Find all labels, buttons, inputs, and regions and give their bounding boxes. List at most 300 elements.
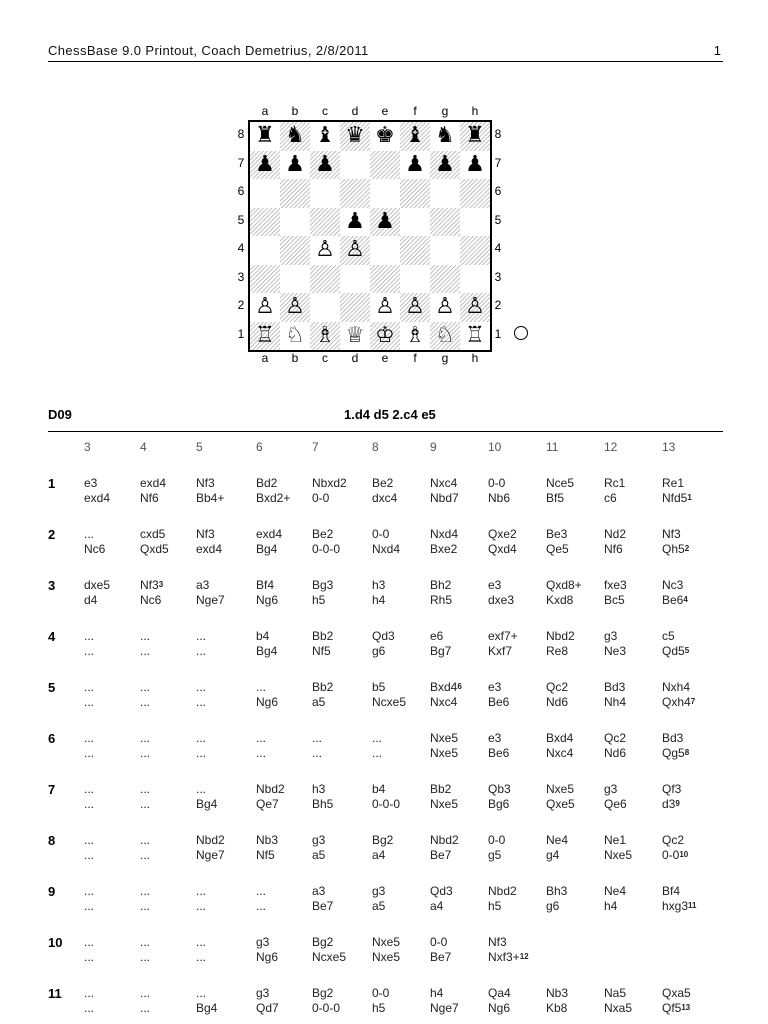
square-g5 bbox=[430, 208, 460, 237]
black-move: ... bbox=[84, 797, 95, 811]
square-e8 bbox=[370, 122, 400, 151]
black-move: 0-0 bbox=[312, 491, 330, 505]
move-pair bbox=[140, 782, 150, 812]
black-move: Nxc4 bbox=[430, 695, 458, 709]
move-pair bbox=[84, 578, 110, 608]
file-label-d: d bbox=[351, 351, 359, 365]
white-move: e3 bbox=[488, 680, 502, 694]
white-move: Ne1 bbox=[604, 833, 627, 847]
black-move: Be6 bbox=[488, 746, 510, 760]
black-move: exd4 bbox=[196, 542, 223, 556]
black-pawn-icon: ♟ bbox=[465, 151, 485, 177]
square-b4 bbox=[280, 236, 310, 265]
footnote-marker: 13 bbox=[681, 1003, 691, 1012]
file-labels-top bbox=[250, 104, 490, 118]
row-number: 3 bbox=[48, 578, 56, 593]
black-move: Qe5 bbox=[546, 542, 569, 556]
black-move: ... bbox=[256, 746, 267, 760]
white-move: Be3 bbox=[546, 527, 568, 541]
white-move: Qc2 bbox=[662, 833, 685, 847]
move-pair bbox=[662, 527, 689, 557]
black-move: Qd7 bbox=[256, 1001, 279, 1015]
move-pair bbox=[84, 629, 94, 659]
square-a3 bbox=[250, 265, 280, 294]
move-pair bbox=[372, 833, 393, 863]
black-move: g5 bbox=[488, 848, 502, 862]
black-move: Bb4+ bbox=[196, 491, 225, 505]
square-e1 bbox=[370, 322, 400, 351]
black-move: ... bbox=[84, 695, 95, 709]
white-move: ... bbox=[140, 782, 151, 796]
black-move: Qe6 bbox=[604, 797, 627, 811]
move-pair bbox=[372, 578, 385, 608]
white-move: Nxe5 bbox=[546, 782, 575, 796]
black-move: ... bbox=[372, 746, 383, 760]
move-pair bbox=[312, 833, 325, 863]
white-move: Be2 bbox=[372, 476, 394, 490]
move-pair bbox=[140, 884, 150, 914]
square-a1 bbox=[250, 322, 280, 351]
square-c4 bbox=[310, 236, 340, 265]
column-header-move-13: 13 bbox=[662, 440, 676, 454]
move-pair bbox=[256, 833, 278, 863]
white-move: Rc1 bbox=[604, 476, 626, 490]
black-pawn-icon: ♟ bbox=[375, 208, 395, 234]
rank-label-4: 4 bbox=[237, 241, 245, 255]
move-pair bbox=[662, 629, 689, 659]
move-pair bbox=[84, 986, 94, 1016]
file-label-c: c bbox=[322, 104, 328, 118]
white-move: Bb2 bbox=[312, 680, 334, 694]
move-pair bbox=[546, 578, 582, 608]
footnote-marker: 12 bbox=[519, 952, 529, 961]
white-pawn-icon: ♙ bbox=[255, 294, 275, 320]
rank-label-3: 3 bbox=[237, 269, 245, 284]
move-pair bbox=[546, 986, 568, 1016]
column-header-move-12: 12 bbox=[604, 440, 618, 454]
black-move: d4 bbox=[84, 593, 98, 607]
column-header-move-11: 11 bbox=[546, 440, 559, 454]
black-move: Nxd4 bbox=[372, 542, 401, 556]
white-rook-icon: ♖ bbox=[255, 322, 275, 348]
white-knight-icon: ♘ bbox=[435, 322, 455, 348]
black-move: 0-0-0 bbox=[312, 542, 341, 556]
white-move: Bg2 bbox=[312, 986, 334, 1000]
white-move: c5 bbox=[662, 629, 675, 643]
white-pawn-icon: ♙ bbox=[345, 237, 365, 263]
white-move: ... bbox=[84, 680, 95, 694]
move-pair bbox=[604, 578, 627, 608]
rank-label-5: 5 bbox=[494, 212, 502, 227]
rank-label-2: 2 bbox=[494, 298, 502, 312]
move-pair bbox=[430, 629, 451, 659]
move-pair bbox=[312, 731, 322, 761]
square-f6 bbox=[400, 179, 430, 208]
move-pair bbox=[430, 578, 452, 608]
move-pair bbox=[312, 680, 333, 710]
black-move: Bg4 bbox=[196, 797, 218, 811]
move-pair bbox=[196, 935, 206, 965]
column-header-move-4: 4 bbox=[140, 440, 147, 454]
black-move: Nxc4 bbox=[546, 746, 574, 760]
column-header-move-3: 3 bbox=[84, 440, 91, 454]
black-move: ... bbox=[140, 899, 151, 913]
page-header bbox=[48, 43, 723, 62]
white-move: Nf3 bbox=[488, 935, 507, 949]
white-move: dxe5 bbox=[84, 578, 111, 592]
move-pair bbox=[430, 935, 451, 965]
move-pair bbox=[140, 629, 150, 659]
black-move: $Qd5^5$ bbox=[662, 644, 690, 658]
square-d5 bbox=[340, 208, 370, 237]
black-bishop-icon: ♝ bbox=[405, 123, 425, 149]
white-move: Bf4 bbox=[662, 884, 681, 898]
black-queen-icon: ♛ bbox=[345, 123, 365, 149]
black-move: Bh5 bbox=[312, 797, 334, 811]
white-move: Nf3 bbox=[196, 476, 215, 490]
move-pair bbox=[604, 986, 632, 1016]
white-move: b4 bbox=[372, 782, 386, 796]
white-pawn-icon: ♙ bbox=[465, 294, 485, 320]
move-pair bbox=[196, 731, 206, 761]
black-move: Kxd8 bbox=[546, 593, 574, 607]
move-pair bbox=[312, 629, 333, 659]
move-pair bbox=[256, 629, 277, 659]
black-move: Bxe2 bbox=[430, 542, 458, 556]
square-e7 bbox=[370, 151, 400, 180]
black-bishop-icon: ♝ bbox=[315, 123, 335, 149]
white-move: exd4 bbox=[140, 476, 167, 490]
black-move: Nxa5 bbox=[604, 1001, 633, 1015]
move-pair bbox=[196, 476, 224, 506]
footnote-marker: 8 bbox=[684, 748, 690, 757]
black-move: Re8 bbox=[546, 644, 569, 658]
white-move: Nbd2 bbox=[256, 782, 285, 796]
move-pair bbox=[84, 680, 94, 710]
black-move: h5 bbox=[372, 1001, 386, 1015]
black-pawn-icon: ♟ bbox=[405, 151, 425, 177]
square-h3 bbox=[460, 265, 490, 294]
white-move: e6 bbox=[430, 629, 444, 643]
white-move: ... bbox=[84, 629, 95, 643]
rank-label-2: 2 bbox=[237, 298, 245, 312]
black-move: Ng6 bbox=[256, 950, 279, 964]
white-move: Bd2 bbox=[256, 476, 278, 490]
white-move: ... bbox=[196, 782, 207, 796]
black-move: $Be6^4$ bbox=[662, 593, 688, 607]
black-pawn-icon: ♟ bbox=[315, 151, 335, 177]
black-move: Qxd5 bbox=[140, 542, 169, 556]
move-pair bbox=[546, 731, 573, 761]
white-move: ... bbox=[196, 629, 207, 643]
opening-moves: 1.d4 d5 2.c4 e5 bbox=[344, 407, 436, 422]
column-header-move-7: 7 bbox=[312, 440, 319, 454]
white-move: Nd2 bbox=[604, 527, 627, 541]
black-move: Nge7 bbox=[196, 848, 225, 862]
move-pair bbox=[372, 782, 400, 812]
black-move: Bc5 bbox=[604, 593, 625, 607]
black-move: ... bbox=[84, 848, 95, 862]
row-number: 10 bbox=[48, 935, 63, 950]
white-move: Qxa5 bbox=[662, 986, 691, 1000]
black-move: Bg4 bbox=[256, 644, 278, 658]
move-pair bbox=[312, 782, 333, 812]
footnote-marker: 11 bbox=[688, 901, 697, 910]
black-move: ... bbox=[140, 950, 151, 964]
square-f3 bbox=[400, 265, 430, 294]
square-e3 bbox=[370, 265, 400, 294]
rank-label-4: 4 bbox=[494, 241, 502, 255]
move-pair bbox=[372, 527, 400, 557]
rank-label-3: 3 bbox=[494, 269, 502, 284]
white-move: fxe3 bbox=[604, 578, 627, 592]
footnote-marker: 6 bbox=[457, 682, 462, 691]
black-move: c6 bbox=[604, 491, 617, 505]
page-number: 1 bbox=[713, 43, 721, 58]
footnote-marker: 7 bbox=[690, 697, 696, 706]
move-pair bbox=[488, 884, 517, 914]
row-number: 7 bbox=[48, 782, 56, 797]
move-pair bbox=[604, 476, 625, 506]
white-move: Nbd2 bbox=[546, 629, 575, 643]
black-move: Nf6 bbox=[140, 491, 159, 505]
move-pair bbox=[256, 680, 278, 710]
white-move: Qd3 bbox=[372, 629, 395, 643]
move-pair bbox=[312, 986, 340, 1016]
row-number: 11 bbox=[48, 986, 62, 1001]
white-move: ... bbox=[84, 986, 95, 1000]
file-label-a: a bbox=[261, 104, 269, 118]
column-header-move-9: 9 bbox=[430, 440, 437, 454]
black-move: Nge7 bbox=[196, 593, 225, 607]
square-h8 bbox=[460, 122, 490, 151]
white-move: ... bbox=[140, 935, 151, 949]
black-pawn-icon: ♟ bbox=[285, 151, 305, 177]
white-move: ... bbox=[256, 680, 267, 694]
white-move: b4 bbox=[256, 629, 270, 643]
white-move: Bg2 bbox=[312, 935, 334, 949]
square-d3 bbox=[340, 265, 370, 294]
rank-label-1: 1 bbox=[237, 326, 245, 341]
file-label-b: b bbox=[291, 104, 299, 118]
white-move: 0-0 bbox=[488, 833, 506, 847]
move-pair bbox=[662, 680, 695, 710]
move-pair bbox=[488, 629, 518, 659]
move-pair bbox=[488, 680, 509, 710]
move-pair bbox=[546, 476, 574, 506]
rank-label-6: 6 bbox=[237, 184, 245, 198]
rank-label-8: 8 bbox=[237, 127, 245, 141]
move-pair bbox=[604, 782, 627, 812]
black-move: ... bbox=[256, 899, 267, 913]
white-move: h4 bbox=[430, 986, 444, 1000]
move-pair bbox=[84, 935, 94, 965]
move-pair bbox=[196, 782, 217, 812]
move-pair bbox=[84, 476, 110, 506]
move-pair bbox=[430, 731, 458, 761]
black-move: ... bbox=[196, 950, 207, 964]
move-pair bbox=[84, 731, 94, 761]
square-c7 bbox=[310, 151, 340, 180]
move-pair bbox=[662, 731, 689, 761]
white-knight-icon: ♘ bbox=[285, 322, 305, 348]
black-move: ... bbox=[84, 644, 95, 658]
black-move: g6 bbox=[372, 644, 386, 658]
white-move: Na5 bbox=[604, 986, 627, 1000]
move-pair bbox=[430, 527, 458, 557]
move-pair bbox=[430, 476, 459, 506]
white-move: Bh2 bbox=[430, 578, 452, 592]
black-move: $Qg5^8$ bbox=[662, 746, 690, 760]
move-pair bbox=[662, 476, 692, 506]
white-move: Nb3 bbox=[546, 986, 569, 1000]
move-pair bbox=[662, 884, 697, 914]
black-move: ... bbox=[84, 1001, 95, 1015]
move-pair bbox=[84, 527, 105, 557]
square-f1 bbox=[400, 322, 430, 351]
white-move: ... bbox=[84, 527, 95, 541]
move-pair bbox=[430, 884, 453, 914]
footnote-marker: 3 bbox=[158, 580, 164, 589]
footnote-marker: 5 bbox=[684, 646, 690, 655]
header-title: ChessBase 9.0 Printout, Coach Demetrius, 2/8/2011 bbox=[48, 43, 369, 58]
square-e2 bbox=[370, 293, 400, 322]
move-pair bbox=[140, 986, 150, 1016]
move-pair bbox=[312, 476, 347, 506]
white-move: Bxd4 bbox=[546, 731, 574, 745]
black-move: Kb8 bbox=[546, 1001, 568, 1015]
white-move: Qf3 bbox=[662, 782, 682, 796]
black-move: Bf5 bbox=[546, 491, 565, 505]
move-pair bbox=[84, 833, 94, 863]
square-f2 bbox=[400, 293, 430, 322]
black-pawn-icon: ♟ bbox=[255, 151, 275, 177]
move-pair bbox=[372, 884, 385, 914]
square-h6 bbox=[460, 179, 490, 208]
black-move: ... bbox=[84, 899, 95, 913]
black-move: h4 bbox=[372, 593, 386, 607]
rank-labels-left bbox=[234, 120, 248, 348]
white-move: ... bbox=[256, 731, 267, 745]
white-move: ... bbox=[140, 833, 151, 847]
white-queen-icon: ♕ bbox=[345, 322, 365, 348]
black-move: Rh5 bbox=[430, 593, 453, 607]
column-header-move-5: 5 bbox=[196, 440, 203, 454]
white-move: Nc3 bbox=[662, 578, 684, 592]
black-move: Nxe5 bbox=[430, 746, 459, 760]
move-pair bbox=[312, 884, 333, 914]
move-pair bbox=[488, 986, 511, 1016]
move-pair bbox=[84, 782, 94, 812]
black-move: g6 bbox=[546, 899, 560, 913]
white-move: ... bbox=[140, 680, 151, 694]
move-pair bbox=[372, 935, 400, 965]
black-move: $hxg3^{11}$ bbox=[662, 899, 697, 913]
row-number: 8 bbox=[48, 833, 56, 848]
white-move: Nbd2 bbox=[488, 884, 517, 898]
square-a5 bbox=[250, 208, 280, 237]
eco-code: D09 bbox=[48, 407, 72, 422]
white-move: Qxd8+ bbox=[546, 578, 582, 592]
black-move: ... bbox=[140, 644, 151, 658]
square-g6 bbox=[430, 179, 460, 208]
square-g8 bbox=[430, 122, 460, 151]
move-pair bbox=[604, 527, 626, 557]
move-pair bbox=[256, 782, 285, 812]
black-move: Ng6 bbox=[256, 593, 279, 607]
move-pair bbox=[140, 578, 163, 608]
footnote-marker: 1 bbox=[687, 493, 692, 502]
white-move: ... bbox=[84, 935, 95, 949]
black-move: ... bbox=[140, 848, 151, 862]
black-move: Be6 bbox=[488, 695, 510, 709]
white-move: Nxd4 bbox=[430, 527, 459, 541]
row-number: 2 bbox=[48, 527, 56, 542]
square-g2 bbox=[430, 293, 460, 322]
move-pair bbox=[662, 782, 681, 812]
move-pair bbox=[604, 884, 626, 914]
white-bishop-icon: ♗ bbox=[405, 322, 425, 348]
black-move: dxc4 bbox=[372, 491, 398, 505]
square-h2 bbox=[460, 293, 490, 322]
move-pair bbox=[196, 578, 225, 608]
file-label-g: g bbox=[441, 351, 449, 365]
black-move: ... bbox=[140, 695, 151, 709]
white-move: Nf3 bbox=[662, 527, 681, 541]
row-number: 5 bbox=[48, 680, 56, 695]
white-move: ... bbox=[372, 731, 383, 745]
white-move: g3 bbox=[256, 986, 270, 1000]
white-move: g3 bbox=[372, 884, 386, 898]
square-a2 bbox=[250, 293, 280, 322]
white-move: Nbd2 bbox=[196, 833, 225, 847]
black-move: Be7 bbox=[430, 848, 452, 862]
white-move: ... bbox=[140, 884, 151, 898]
white-move: Bh3 bbox=[546, 884, 568, 898]
move-pair bbox=[140, 476, 166, 506]
row-number: 1 bbox=[48, 476, 56, 491]
black-move: Be7 bbox=[312, 899, 334, 913]
move-pair bbox=[662, 986, 691, 1016]
footnote-marker: 9 bbox=[675, 799, 680, 808]
white-move: Nxe5 bbox=[372, 935, 401, 949]
black-move: Be7 bbox=[430, 950, 452, 964]
white-move: Bg2 bbox=[372, 833, 394, 847]
white-move: Qa4 bbox=[488, 986, 511, 1000]
white-move: Bf4 bbox=[256, 578, 275, 592]
file-label-c: c bbox=[322, 351, 328, 365]
white-move: $Bxd4^6$ bbox=[430, 680, 462, 694]
black-move: Ng6 bbox=[488, 1001, 511, 1015]
square-d6 bbox=[340, 179, 370, 208]
square-f4 bbox=[400, 236, 430, 265]
white-move: Be2 bbox=[312, 527, 334, 541]
square-a4 bbox=[250, 236, 280, 265]
square-e5 bbox=[370, 208, 400, 237]
white-move: ... bbox=[84, 833, 95, 847]
black-move: a4 bbox=[372, 848, 386, 862]
black-move: Nxf3+$^{12}$ bbox=[488, 950, 529, 964]
white-move: a3 bbox=[196, 578, 210, 592]
black-move: $Qh5^2$ bbox=[662, 542, 690, 556]
black-move: Nf5 bbox=[256, 848, 275, 862]
square-g7 bbox=[430, 151, 460, 180]
move-pair bbox=[256, 986, 279, 1016]
white-move: Qd3 bbox=[430, 884, 453, 898]
file-label-h: h bbox=[471, 351, 479, 365]
move-pair bbox=[256, 731, 266, 761]
white-rook-icon: ♖ bbox=[465, 322, 485, 348]
